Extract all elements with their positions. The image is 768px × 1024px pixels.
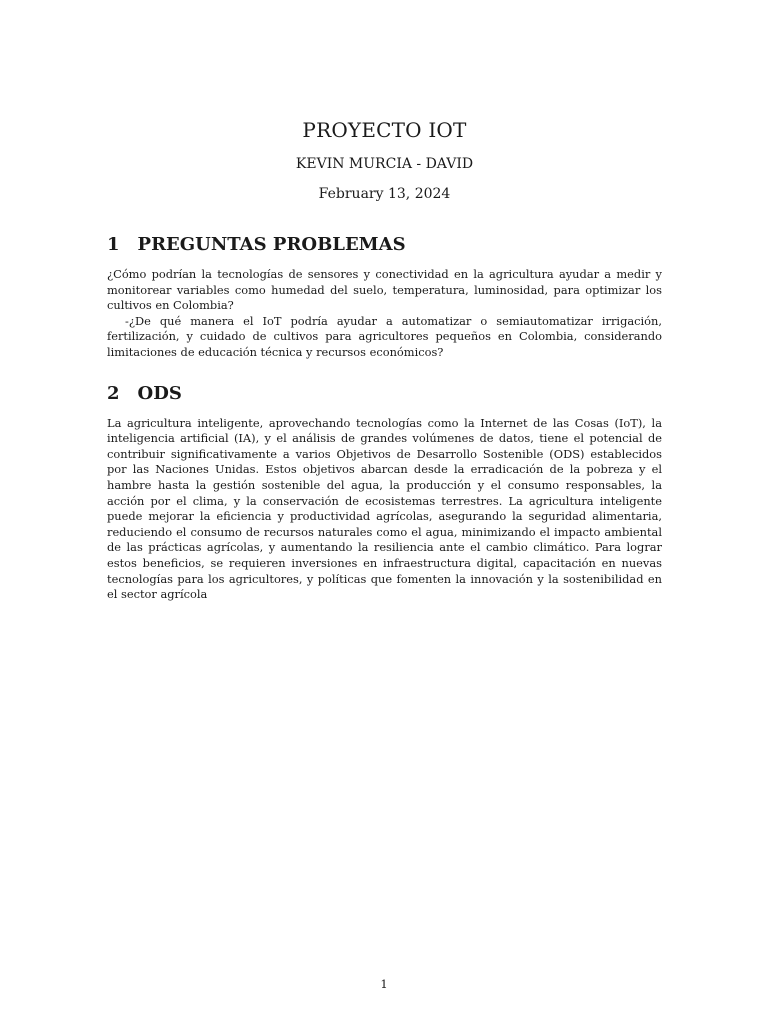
section-title: PREGUNTAS PROBLEMAS bbox=[137, 234, 406, 255]
section-heading-preguntas bbox=[107, 234, 662, 255]
paragraph-question-1: ¿Cómo podrían la tecnologías de sensores y conectividad en la agricultura ayudar a medir y monitorear variables como humedad del suelo, temperatura, luminosidad, para optimizar los cultivos en Colombia? bbox=[107, 267, 662, 313]
paragraph-question-2: -¿De qué manera el IoT podría ayudar a automatizar o semiautomatizar irrigación, fertilización, y cuidado de cultivos para agricultores pequeños en Colombia, considerando limitaciones de educación técnica y recursos económicos? bbox=[107, 313, 662, 359]
paragraph-ods: La agricultura inteligente, aprovechando tecnologías como la Internet de las Cosas (IoT), la inteligencia artificial (IA), y el análisis de grandes volúmenes de datos, tiene el potencial de contribuir significativamente a varios Objetivos de Desarrollo Sostenible (ODS) establecidos por las Naciones Unidas. Estos objetivos abarcan desde la erradicación de la pobreza y el hambre hasta la gestión sostenible del agua, la producción y el consumo responsables, la acción por el clima, y la conservación de ecosistemas terrestres. La agricultura inteligente puede mejorar la eficiencia y productividad agrícolas, asegurando la seguridad alimentaria, reduciendo el consumo de recursos naturales como el agua, minimizando el impacto ambiental de las prácticas agrícolas, y aumentando la resiliencia ante el cambio climático. Para lograr estos beneficios, se requieren inversiones en infraestructura digital, capacitación en nuevas tecnologías para los agricultores, y políticas que fomenten la innovación y la sostenibilidad en el sector agrícola bbox=[107, 415, 662, 602]
section-number: 1 bbox=[107, 234, 120, 255]
paper-page bbox=[107, 118, 662, 603]
section-number: 2 bbox=[107, 382, 120, 404]
date-line: February 13, 2024 bbox=[318, 186, 451, 202]
paper-title: PROYECTO IOT bbox=[302, 118, 467, 142]
page-number: 1 bbox=[380, 977, 388, 991]
author-line: KEVIN MURCIA - DAVID bbox=[295, 156, 474, 172]
section-heading-ods bbox=[107, 383, 662, 404]
section-title: ODS bbox=[137, 382, 182, 404]
